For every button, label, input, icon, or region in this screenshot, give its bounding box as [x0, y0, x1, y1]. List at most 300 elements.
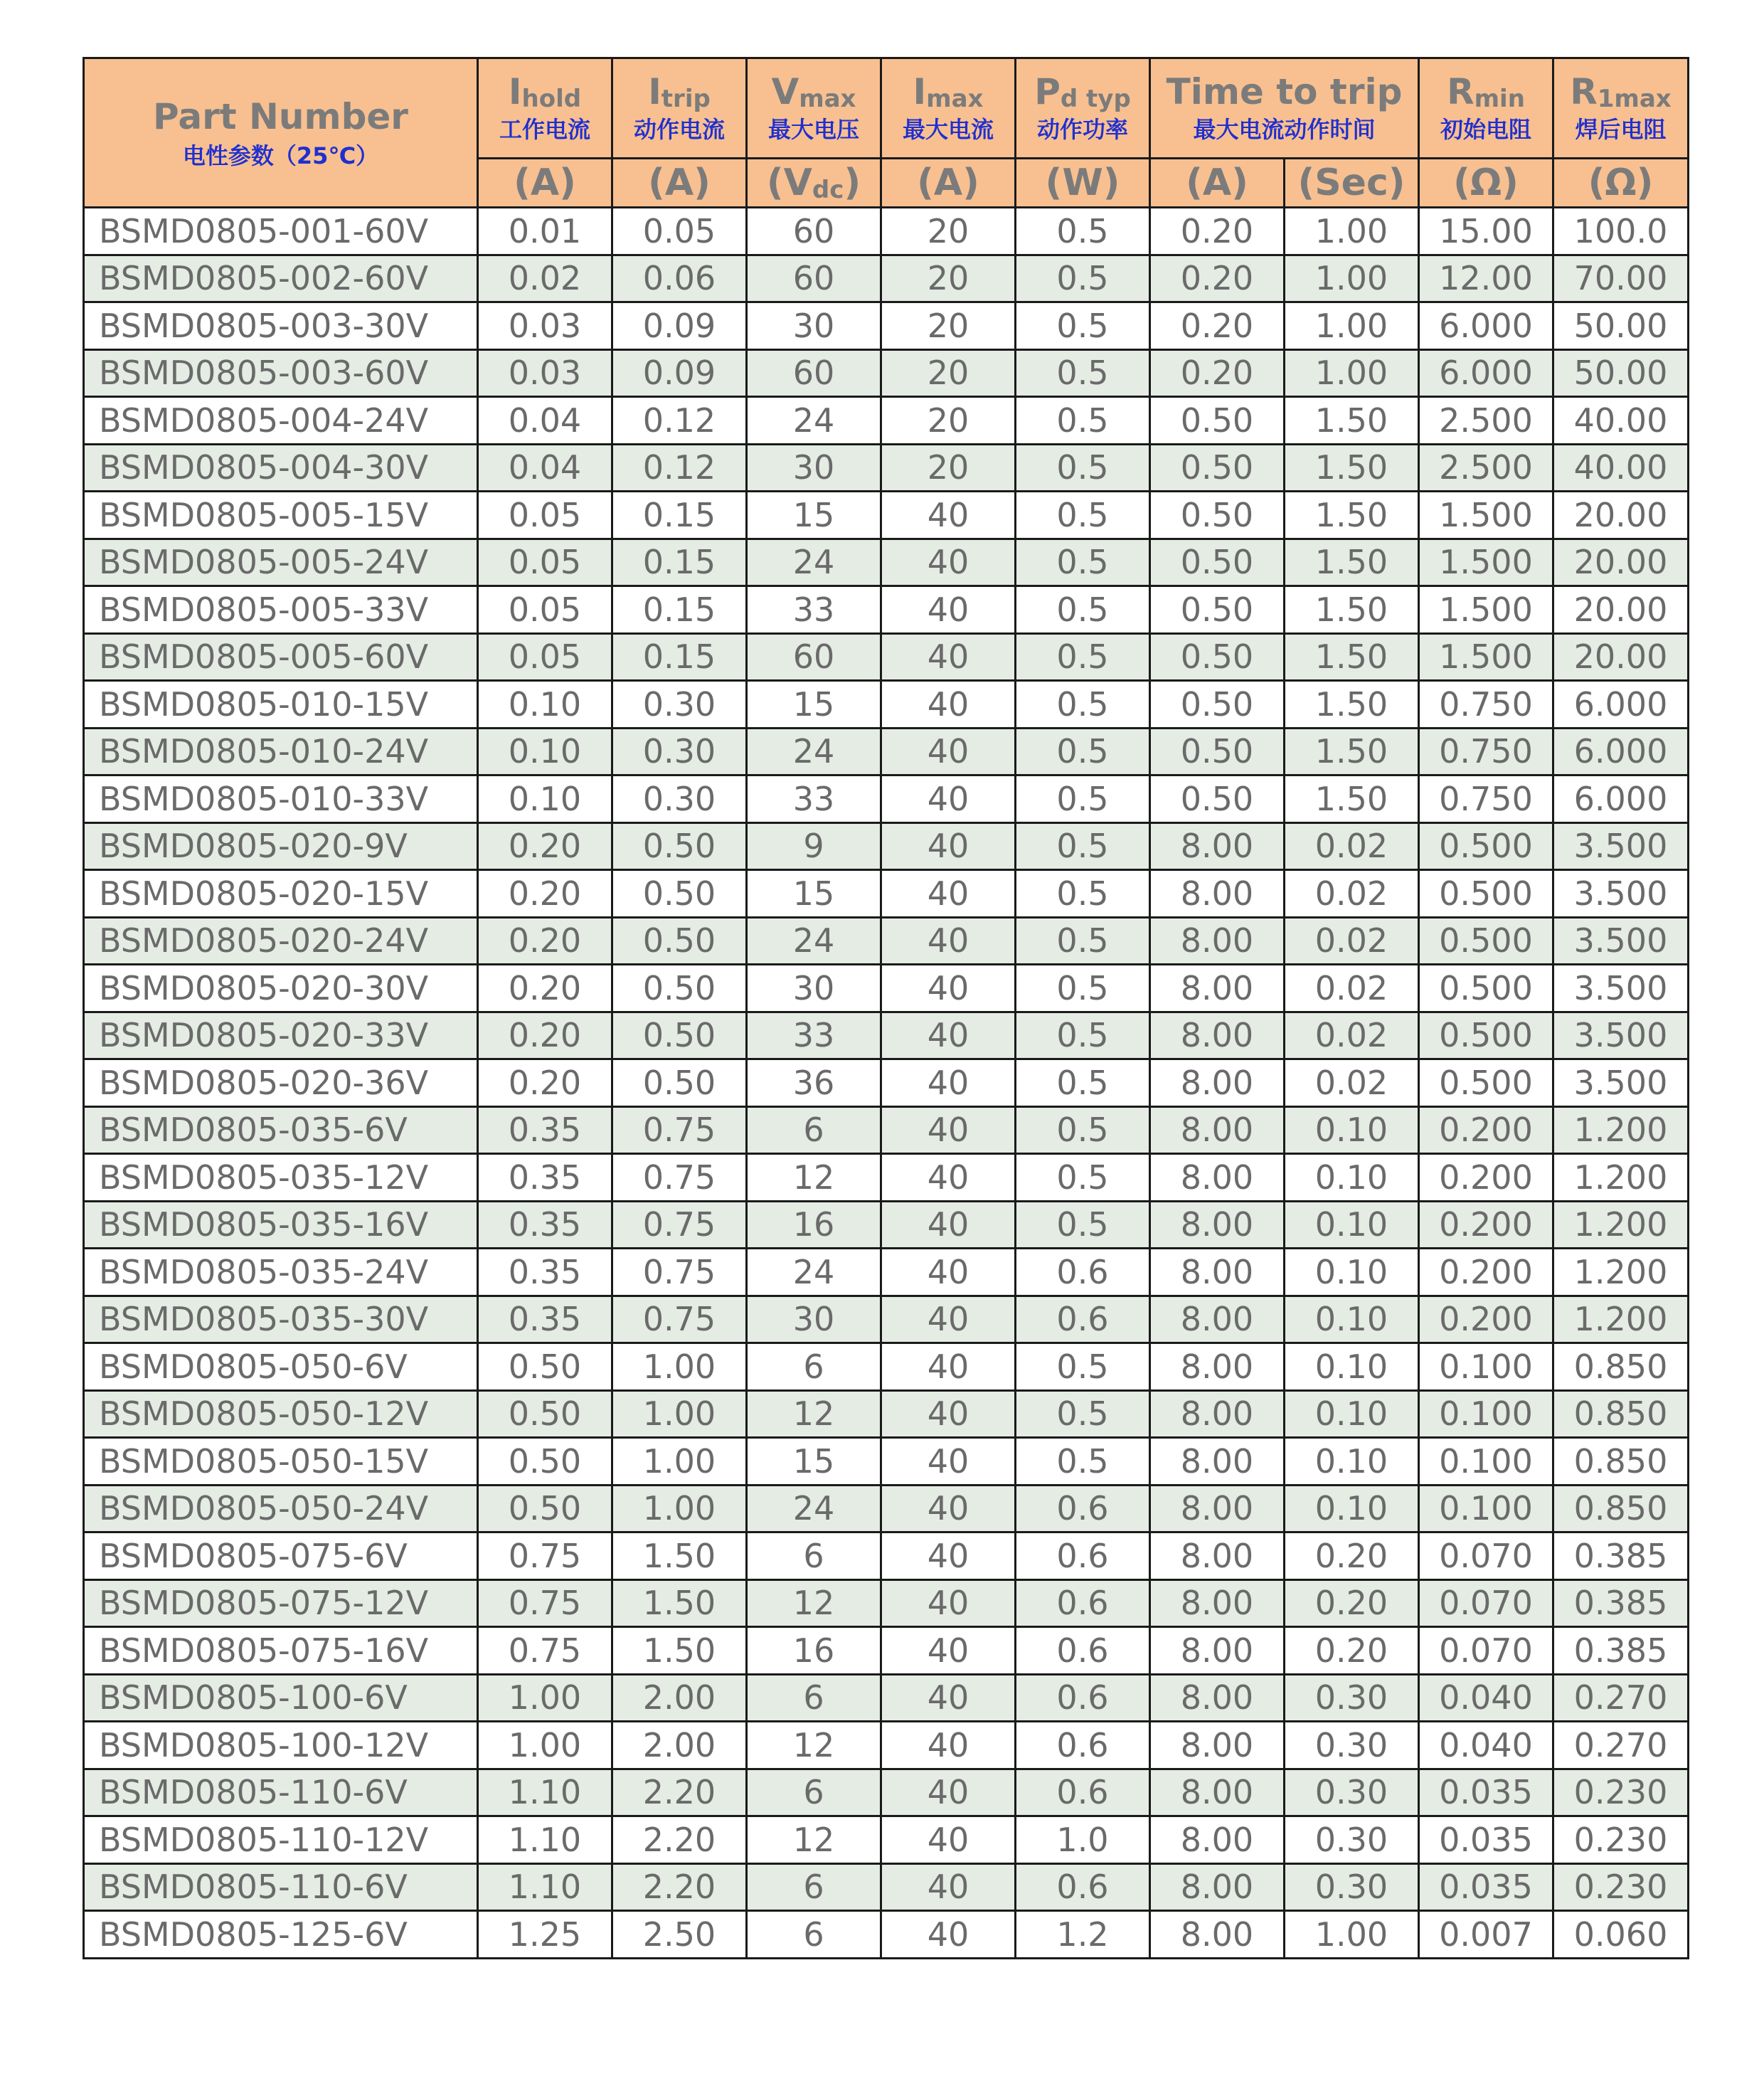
- rmin-cell: 1.500: [1419, 539, 1553, 586]
- trip-time-cell: 1.50: [1285, 539, 1419, 586]
- rmin-cell: 0.100: [1419, 1343, 1553, 1391]
- imax-unit: (A): [881, 159, 1016, 208]
- table-row: [84, 822, 1689, 870]
- trip-current-cell: 0.20: [1150, 349, 1285, 397]
- table-row: [84, 1911, 1689, 1959]
- trip-current-cell: 0.50: [1150, 633, 1285, 681]
- trip-time-cell: 0.20: [1285, 1627, 1419, 1675]
- imax-cell: 40: [881, 1485, 1016, 1532]
- vmax-cell: 60: [747, 349, 881, 397]
- pd-cell: 0.5: [1016, 1390, 1150, 1438]
- r1max-cell: 40.00: [1553, 397, 1689, 445]
- trip-current-cell: 8.00: [1150, 1485, 1285, 1532]
- vmax-unit: $(V_{dc})$: [747, 159, 881, 208]
- part-number-cell: BSMD0805-110-6V: [84, 1863, 478, 1911]
- imax-cell: 40: [881, 1249, 1016, 1296]
- r1max-cell: 0.230: [1553, 1863, 1689, 1911]
- imax-cell: 40: [881, 1816, 1016, 1864]
- trip-time-cell: 0.30: [1285, 1863, 1419, 1911]
- r1max-cell: 0.385: [1553, 1627, 1689, 1675]
- pd-cell: 0.5: [1016, 302, 1150, 350]
- trip-time-cell: 0.10: [1285, 1106, 1419, 1154]
- ihold-cell: 0.75: [478, 1532, 612, 1580]
- r1max-cell: 3.500: [1553, 870, 1689, 918]
- table-row: [84, 965, 1689, 1012]
- part-number-cell: BSMD0805-005-33V: [84, 586, 478, 634]
- pd-cell: 0.6: [1016, 1627, 1150, 1675]
- ihold-cell: 0.05: [478, 586, 612, 634]
- rmin-cell: 0.500: [1419, 822, 1553, 870]
- itrip-cell: 1.00: [612, 1343, 747, 1391]
- trip-time-cell: 0.10: [1285, 1485, 1419, 1532]
- r1max-unit: (Ω): [1553, 159, 1689, 208]
- trip-time-cell: 1.00: [1285, 208, 1419, 255]
- part-number-cell: BSMD0805-110-12V: [84, 1816, 478, 1864]
- pd-cell: 0.6: [1016, 1722, 1150, 1769]
- vmax-header: $V_{max}$ 最大电压: [747, 58, 881, 159]
- trip-current-cell: 8.00: [1150, 1343, 1285, 1391]
- trip-time-cell: 0.10: [1285, 1438, 1419, 1486]
- vmax-cell: 6: [747, 1769, 881, 1816]
- pd-cell: 0.5: [1016, 681, 1150, 729]
- table-row: [84, 1201, 1689, 1249]
- r1max-cell: 70.00: [1553, 255, 1689, 302]
- itrip-cell: 0.75: [612, 1201, 747, 1249]
- trip-current-cell: 8.00: [1150, 1012, 1285, 1059]
- itrip-cell: 0.09: [612, 349, 747, 397]
- trip-current-cell: 8.00: [1150, 1296, 1285, 1343]
- imax-cell: 40: [881, 728, 1016, 775]
- ihold-cell: 1.10: [478, 1816, 612, 1864]
- r1max-cell: 6.000: [1553, 728, 1689, 775]
- imax-cell: 40: [881, 1343, 1016, 1391]
- ihold-cell: 0.05: [478, 492, 612, 539]
- trip-current-unit: (A): [1150, 159, 1285, 208]
- rmin-cell: 0.200: [1419, 1249, 1553, 1296]
- table-body: [84, 208, 1689, 1959]
- trip-current-cell: 0.50: [1150, 444, 1285, 492]
- table-row: [84, 1722, 1689, 1769]
- part-number-cell: BSMD0805-050-12V: [84, 1390, 478, 1438]
- rmin-header: $R_{min}$ 初始电阻: [1419, 58, 1553, 159]
- ihold-cell: 0.05: [478, 633, 612, 681]
- table-row: [84, 870, 1689, 918]
- imax-cell: 40: [881, 1532, 1016, 1580]
- itrip-cell: 0.15: [612, 539, 747, 586]
- trip-current-cell: 0.20: [1150, 255, 1285, 302]
- itrip-cell: 1.50: [612, 1579, 747, 1627]
- rmin-cell: 1.500: [1419, 586, 1553, 634]
- imax-cell: 40: [881, 681, 1016, 729]
- trip-time-cell: 1.50: [1285, 397, 1419, 445]
- pd-cell: 0.5: [1016, 1201, 1150, 1249]
- r1max-cell: 20.00: [1553, 633, 1689, 681]
- imax-cell: 20: [881, 349, 1016, 397]
- pd-cell: 1.2: [1016, 1911, 1150, 1959]
- vmax-cell: 15: [747, 681, 881, 729]
- r1max-cell: 1.200: [1553, 1106, 1689, 1154]
- r1max-cell: 0.230: [1553, 1769, 1689, 1816]
- table-row: [84, 255, 1689, 302]
- pd-cell: 0.6: [1016, 1296, 1150, 1343]
- table-row: [84, 1390, 1689, 1438]
- trip-current-cell: 8.00: [1150, 1249, 1285, 1296]
- trip-current-cell: 0.50: [1150, 728, 1285, 775]
- trip-current-cell: 8.00: [1150, 1816, 1285, 1864]
- part-number-cell: BSMD0805-020-33V: [84, 1012, 478, 1059]
- part-number-cell: BSMD0805-020-24V: [84, 917, 478, 965]
- r1max-cell: 0.385: [1553, 1532, 1689, 1580]
- imax-cell: 40: [881, 775, 1016, 823]
- table-row: [84, 492, 1689, 539]
- rmin-cell: 0.040: [1419, 1722, 1553, 1769]
- r1max-cell: 0.060: [1553, 1911, 1689, 1959]
- rmin-cell: 0.035: [1419, 1863, 1553, 1911]
- imax-cell: 40: [881, 870, 1016, 918]
- table-row: [84, 633, 1689, 681]
- ihold-cell: 0.01: [478, 208, 612, 255]
- itrip-cell: 2.20: [612, 1816, 747, 1864]
- part-number-cell: BSMD0805-075-16V: [84, 1627, 478, 1675]
- rmin-cell: 0.035: [1419, 1816, 1553, 1864]
- vmax-cell: 60: [747, 633, 881, 681]
- table-row: [84, 775, 1689, 823]
- ihold-cell: 0.05: [478, 539, 612, 586]
- rmin-cell: 15.00: [1419, 208, 1553, 255]
- part-number-cell: BSMD0805-002-60V: [84, 255, 478, 302]
- imax-cell: 40: [881, 965, 1016, 1012]
- pd-cell: 0.5: [1016, 1012, 1150, 1059]
- imax-cell: 40: [881, 1911, 1016, 1959]
- pd-cell: 0.6: [1016, 1485, 1150, 1532]
- table-row: [84, 397, 1689, 445]
- part-number-cell: BSMD0805-125-6V: [84, 1911, 478, 1959]
- itrip-cell: 0.50: [612, 870, 747, 918]
- trip-current-cell: 8.00: [1150, 1154, 1285, 1202]
- table-row: [84, 1485, 1689, 1532]
- pd-cell: 0.5: [1016, 775, 1150, 823]
- imax-cell: 20: [881, 208, 1016, 255]
- table-row: [84, 586, 1689, 634]
- pd-cell: 0.5: [1016, 822, 1150, 870]
- rmin-cell: 0.100: [1419, 1485, 1553, 1532]
- trip-current-cell: 0.50: [1150, 681, 1285, 729]
- ihold-cell: 0.10: [478, 728, 612, 775]
- ihold-cell: 0.50: [478, 1390, 612, 1438]
- part-number-cell: BSMD0805-110-6V: [84, 1769, 478, 1816]
- rmin-cell: 0.100: [1419, 1438, 1553, 1486]
- pd-cell: 0.5: [1016, 1438, 1150, 1486]
- pd-cell: 0.5: [1016, 965, 1150, 1012]
- table-row: [84, 349, 1689, 397]
- trip-time-cell: 0.10: [1285, 1343, 1419, 1391]
- trip-time-cell: 0.10: [1285, 1249, 1419, 1296]
- rmin-cell: 0.200: [1419, 1296, 1553, 1343]
- r1max-cell: 100.0: [1553, 208, 1689, 255]
- part-number-cell: BSMD0805-005-24V: [84, 539, 478, 586]
- pd-cell: 0.5: [1016, 1343, 1150, 1391]
- vmax-cell: 30: [747, 302, 881, 350]
- vmax-cell: 12: [747, 1579, 881, 1627]
- rmin-cell: 6.000: [1419, 302, 1553, 350]
- pd-cell: 1.0: [1016, 1816, 1150, 1864]
- trip-time-cell: 1.50: [1285, 681, 1419, 729]
- imax-header: $I_{max}$ 最大电流: [881, 58, 1016, 159]
- part-number-cell: BSMD0805-035-30V: [84, 1296, 478, 1343]
- vmax-cell: 24: [747, 728, 881, 775]
- part-number-cell: BSMD0805-004-30V: [84, 444, 478, 492]
- part-number-cell: BSMD0805-035-6V: [84, 1106, 478, 1154]
- itrip-cell: 2.00: [612, 1722, 747, 1769]
- trip-time-cell: 0.30: [1285, 1722, 1419, 1769]
- table-row: [84, 1769, 1689, 1816]
- vmax-cell: 6: [747, 1911, 881, 1959]
- pd-cell: 0.5: [1016, 349, 1150, 397]
- trip-current-cell: 0.50: [1150, 775, 1285, 823]
- ihold-cell: 0.20: [478, 1012, 612, 1059]
- ihold-cell: 0.35: [478, 1106, 612, 1154]
- imax-cell: 40: [881, 1863, 1016, 1911]
- trip-time-cell: 1.50: [1285, 586, 1419, 634]
- trip-current-cell: 8.00: [1150, 1722, 1285, 1769]
- vmax-cell: 6: [747, 1343, 881, 1391]
- part-number-cell: BSMD0805-010-24V: [84, 728, 478, 775]
- trip-current-cell: 8.00: [1150, 1911, 1285, 1959]
- imax-cell: 40: [881, 1106, 1016, 1154]
- trip-time-cell: 0.30: [1285, 1674, 1419, 1722]
- itrip-cell: 1.00: [612, 1390, 747, 1438]
- pd-cell: 0.6: [1016, 1249, 1150, 1296]
- table-row: [84, 302, 1689, 350]
- trip-time-cell: 0.02: [1285, 917, 1419, 965]
- itrip-unit: (A): [612, 159, 747, 208]
- vmax-cell: 12: [747, 1816, 881, 1864]
- rmin-cell: 12.00: [1419, 255, 1553, 302]
- r1max-cell: 3.500: [1553, 965, 1689, 1012]
- rmin-cell: 0.070: [1419, 1627, 1553, 1675]
- spec-table: [83, 57, 1689, 1959]
- part-number-cell: BSMD0805-005-15V: [84, 492, 478, 539]
- imax-cell: 40: [881, 539, 1016, 586]
- trip-current-cell: 0.50: [1150, 397, 1285, 445]
- trip-time-cell: 0.02: [1285, 965, 1419, 1012]
- itrip-cell: 0.06: [612, 255, 747, 302]
- imax-cell: 40: [881, 917, 1016, 965]
- rmin-cell: 6.000: [1419, 349, 1553, 397]
- imax-cell: 40: [881, 1059, 1016, 1107]
- trip-time-cell: 0.10: [1285, 1390, 1419, 1438]
- trip-time-cell: 1.50: [1285, 775, 1419, 823]
- trip-current-cell: 8.00: [1150, 1627, 1285, 1675]
- ihold-cell: 0.35: [478, 1296, 612, 1343]
- table-row: [84, 1674, 1689, 1722]
- part-number-cell: BSMD0805-001-60V: [84, 208, 478, 255]
- trip-time-cell: 0.02: [1285, 822, 1419, 870]
- trip-time-cell: 0.02: [1285, 1012, 1419, 1059]
- ihold-cell: 0.03: [478, 302, 612, 350]
- table-row: [84, 681, 1689, 729]
- table-row: [84, 1579, 1689, 1627]
- table-row: [84, 728, 1689, 775]
- ihold-cell: 0.35: [478, 1201, 612, 1249]
- part-number-cell: BSMD0805-020-9V: [84, 822, 478, 870]
- r1max-cell: 3.500: [1553, 1012, 1689, 1059]
- vmax-cell: 33: [747, 775, 881, 823]
- vmax-cell: 24: [747, 1249, 881, 1296]
- pd-cell: 0.5: [1016, 492, 1150, 539]
- r1max-cell: 40.00: [1553, 444, 1689, 492]
- rmin-cell: 0.200: [1419, 1154, 1553, 1202]
- r1max-cell: 0.850: [1553, 1343, 1689, 1391]
- vmax-cell: 36: [747, 1059, 881, 1107]
- trip-time-cell: 0.30: [1285, 1816, 1419, 1864]
- rmin-cell: 0.035: [1419, 1769, 1553, 1816]
- r1max-cell: 20.00: [1553, 586, 1689, 634]
- r1max-cell: 50.00: [1553, 302, 1689, 350]
- part-number-cell: BSMD0805-050-15V: [84, 1438, 478, 1486]
- ihold-cell: 0.75: [478, 1627, 612, 1675]
- trip-time-cell: 1.50: [1285, 728, 1419, 775]
- part-number-cell: BSMD0805-100-12V: [84, 1722, 478, 1769]
- ihold-cell: 1.00: [478, 1674, 612, 1722]
- vmax-cell: 6: [747, 1106, 881, 1154]
- part-number-label: Part Number: [153, 95, 408, 137]
- trip-time-unit: (Sec): [1285, 159, 1419, 208]
- r1max-cell: 0.850: [1553, 1485, 1689, 1532]
- table-row: [84, 1532, 1689, 1580]
- imax-cell: 40: [881, 1012, 1016, 1059]
- itrip-cell: 0.05: [612, 208, 747, 255]
- pd-header: $P_{d typ}$ 动作功率: [1016, 58, 1150, 159]
- r1max-cell: 20.00: [1553, 492, 1689, 539]
- pd-cell: 0.5: [1016, 1106, 1150, 1154]
- trip-time-cell: 0.20: [1285, 1579, 1419, 1627]
- itrip-cell: 0.50: [612, 917, 747, 965]
- r1max-cell: 50.00: [1553, 349, 1689, 397]
- rmin-cell: 0.750: [1419, 775, 1553, 823]
- rmin-cell: 0.070: [1419, 1532, 1553, 1580]
- itrip-cell: 0.15: [612, 586, 747, 634]
- r1max-cell: 0.385: [1553, 1579, 1689, 1627]
- r1max-cell: 0.850: [1553, 1438, 1689, 1486]
- itrip-cell: 0.50: [612, 822, 747, 870]
- trip-time-cell: 0.02: [1285, 1059, 1419, 1107]
- trip-time-cell: 0.10: [1285, 1201, 1419, 1249]
- trip-current-cell: 8.00: [1150, 1390, 1285, 1438]
- part-number-cell: BSMD0805-050-6V: [84, 1343, 478, 1391]
- imax-cell: 40: [881, 1769, 1016, 1816]
- vmax-cell: 9: [747, 822, 881, 870]
- pd-cell: 0.6: [1016, 1863, 1150, 1911]
- imax-cell: 40: [881, 1438, 1016, 1486]
- table-row: [84, 1249, 1689, 1296]
- pd-cell: 0.5: [1016, 586, 1150, 634]
- imax-cell: 40: [881, 1390, 1016, 1438]
- table-row: [84, 1296, 1689, 1343]
- pd-cell: 0.5: [1016, 870, 1150, 918]
- ihold-cell: 1.10: [478, 1769, 612, 1816]
- table-row: [84, 1154, 1689, 1202]
- vmax-cell: 16: [747, 1627, 881, 1675]
- rmin-cell: 1.500: [1419, 492, 1553, 539]
- r1max-cell: 0.270: [1553, 1674, 1689, 1722]
- vmax-cell: 24: [747, 917, 881, 965]
- rmin-cell: 0.500: [1419, 965, 1553, 1012]
- imax-cell: 20: [881, 444, 1016, 492]
- trip-current-cell: 8.00: [1150, 1438, 1285, 1486]
- vmax-cell: 33: [747, 1012, 881, 1059]
- ihold-cell: 0.50: [478, 1438, 612, 1486]
- rmin-cell: 0.200: [1419, 1201, 1553, 1249]
- r1max-cell: 6.000: [1553, 681, 1689, 729]
- ihold-cell: 0.20: [478, 822, 612, 870]
- imax-cell: 40: [881, 1627, 1016, 1675]
- vmax-cell: 15: [747, 492, 881, 539]
- rmin-cell: 2.500: [1419, 397, 1553, 445]
- imax-cell: 40: [881, 492, 1016, 539]
- trip-time-cell: 0.20: [1285, 1532, 1419, 1580]
- table-header: [84, 58, 1689, 208]
- rmin-cell: 0.100: [1419, 1390, 1553, 1438]
- vmax-cell: 30: [747, 965, 881, 1012]
- pd-cell: 0.5: [1016, 444, 1150, 492]
- rmin-cell: 0.007: [1419, 1911, 1553, 1959]
- trip-time-cell: 0.10: [1285, 1154, 1419, 1202]
- vmax-cell: 12: [747, 1722, 881, 1769]
- itrip-cell: 0.75: [612, 1296, 747, 1343]
- vmax-cell: 15: [747, 1438, 881, 1486]
- trip-time-cell: 0.02: [1285, 870, 1419, 918]
- itrip-cell: 0.12: [612, 444, 747, 492]
- r1max-cell: 6.000: [1553, 775, 1689, 823]
- ihold-cell: 0.50: [478, 1343, 612, 1391]
- part-number-cell: BSMD0805-005-60V: [84, 633, 478, 681]
- ihold-header: $I_{hold}$ 工作电流: [478, 58, 612, 159]
- pd-cell: 0.6: [1016, 1674, 1150, 1722]
- trip-current-cell: 0.50: [1150, 586, 1285, 634]
- table-row: [84, 208, 1689, 255]
- r1max-cell: 0.270: [1553, 1722, 1689, 1769]
- vmax-cell: 30: [747, 1296, 881, 1343]
- trip-time-cell: 1.00: [1285, 302, 1419, 350]
- r1max-cell: 20.00: [1553, 539, 1689, 586]
- r1max-cell: 3.500: [1553, 1059, 1689, 1107]
- rmin-cell: 1.500: [1419, 633, 1553, 681]
- part-number-cell: BSMD0805-050-24V: [84, 1485, 478, 1532]
- itrip-cell: 1.00: [612, 1438, 747, 1486]
- table-row: [84, 1343, 1689, 1391]
- imax-cell: 20: [881, 255, 1016, 302]
- part-number-cell: BSMD0805-100-6V: [84, 1674, 478, 1722]
- part-number-cell: BSMD0805-020-36V: [84, 1059, 478, 1107]
- imax-cell: 40: [881, 1154, 1016, 1202]
- itrip-cell: 0.75: [612, 1154, 747, 1202]
- itrip-cell: 0.12: [612, 397, 747, 445]
- pd-cell: 0.5: [1016, 728, 1150, 775]
- trip-time-cell: 1.50: [1285, 444, 1419, 492]
- pd-cell: 0.5: [1016, 255, 1150, 302]
- ihold-cell: 0.35: [478, 1154, 612, 1202]
- trip-current-cell: 0.20: [1150, 302, 1285, 350]
- itrip-cell: 2.50: [612, 1911, 747, 1959]
- trip-current-cell: 8.00: [1150, 965, 1285, 1012]
- r1max-cell: 1.200: [1553, 1201, 1689, 1249]
- itrip-cell: 0.15: [612, 633, 747, 681]
- itrip-cell: 2.20: [612, 1863, 747, 1911]
- part-number-cell: BSMD0805-004-24V: [84, 397, 478, 445]
- vmax-cell: 33: [747, 586, 881, 634]
- part-number-cell: BSMD0805-035-12V: [84, 1154, 478, 1202]
